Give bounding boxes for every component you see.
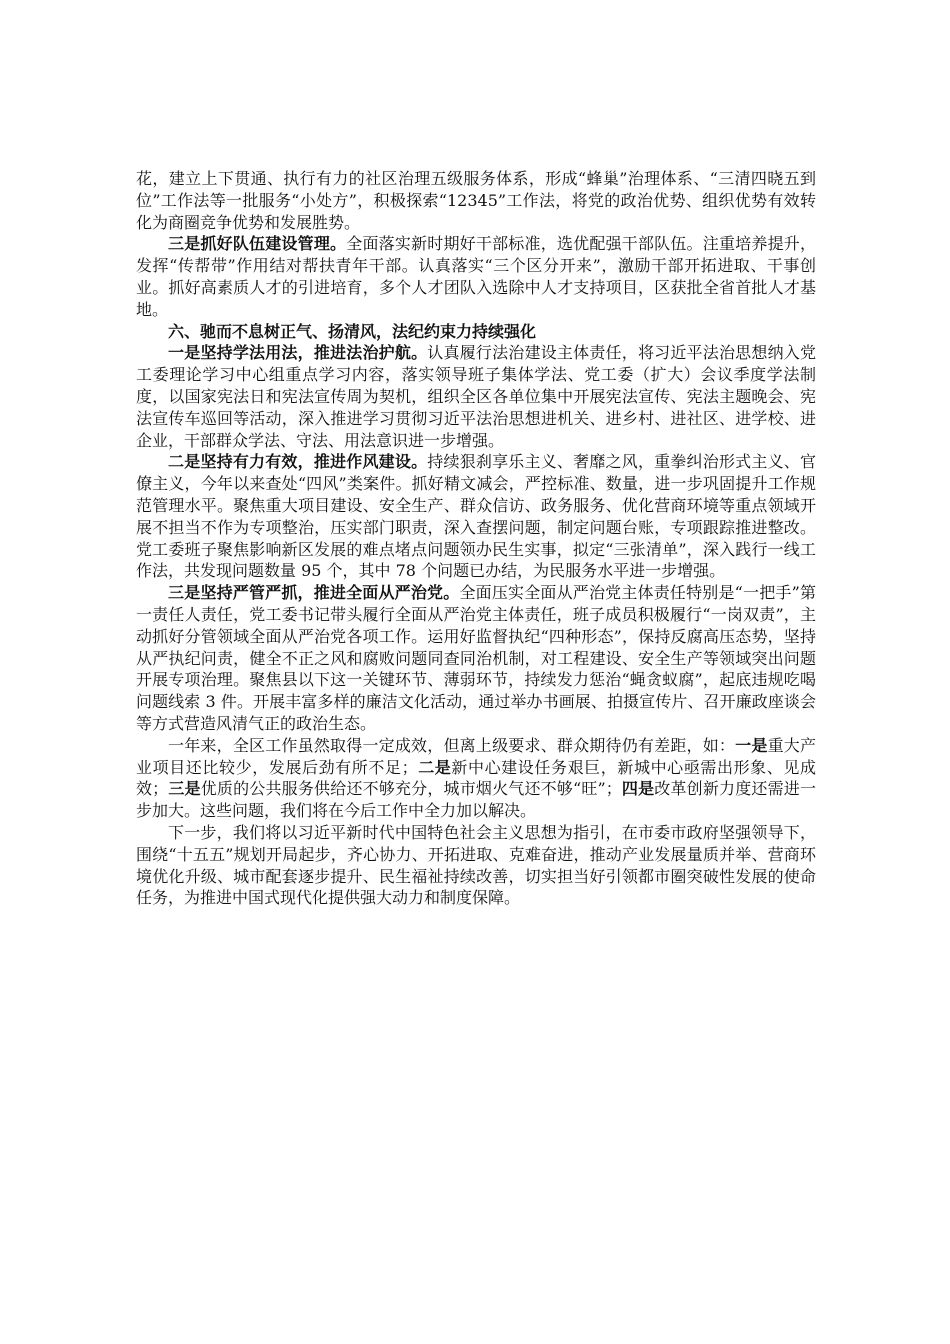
paragraph-shortcomings [136,735,816,822]
lead-rule-of-law: 一是坚持学法用法，推进法治护航。 [168,343,428,363]
body-team-building: 全面落实新时期好干部标准，选优配强干部队伍。注重培养提升，发挥“传帮带”作用结对帮扶青年干部。认真落实“三个区分开来”，激励干部开拓进取、干事创业。抓好高素质人才的引进培育，多个人才团队入选除中人才支持项目，区获批全省首批人才基地。 [136,234,816,319]
shortcomings-item-2: 新中心建设任务艰巨，新城中心亟需出形象、见成效； [136,757,816,799]
lead-team-building: 三是抓好队伍建设管理。 [168,234,347,254]
lead-work-style: 二是坚持有力有效，推进作风建设。 [168,452,428,472]
paragraph-team-building [136,233,816,320]
body-rule-of-law: 认真履行法治建设主体责任，将习近平法治思想纳入党工委理论学习中心组重点学习内容，落实领导班子集体学法、党工委（扩大）会议季度学法制度，以国家宪法日和宪法宣传周为契机，组织全区各单位集中开展宪法宣传、宪法主题晚会、宪法宣传车巡回等活动，深入推进学习贯彻习近平法治思想进机关、进乡村、进社区、进学校、进企业，干部群众学法、守法、用法意识进一步增强。 [136,343,816,450]
body-strict-governance: 全面压实全面从严治党主体责任特别是“一把手”第一责任人责任，党工委书记带头履行全面从严治党主体责任，班子成员积极履行“一岗双责”，主动抓好分管领域全面从严治党各项工作。运用好监督执纪“四种形态”，保持反腐高压态势，坚持从严执纪问责，健全不正之风和腐败问题同查同治机制，对工程建设、安全生产等领域突出问题开展专项治理。聚焦县以下这一关键环节、薄弱环节，持续发力惩治“蝇贪蚁腐”，起底违规吃喝问题线索 3 件。开展丰富多样的廉洁文化活动，通过举办书画展、拍摄宣传片、召开廉政座谈会等方式营造风清气正的政治生态。 [136,583,816,733]
lead-strict-governance: 三是坚持严管严抓，推进全面从严治党。 [168,583,460,603]
shortcomings-marker-2: 二是 [417,757,452,777]
shortcomings-intro: 一年来，全区工作虽然取得一定成效，但离上级要求、群众期待仍有差距，如： [168,735,736,755]
paragraph-community-governance: 花，建立上下贯通、执行有力的社区治理五级服务体系，形成“蜂巢”治理体系、“三清四晓五到位”工作法等一批服务“小处方”，积极探索“12345”工作法，将党的政治优势、组织优势有效转化为商圈竞争优势和发展胜势。 [136,169,816,232]
shortcomings-item-1: 重大产业项目还比较少，发展后劲有所不足； [136,735,816,777]
shortcomings-marker-3: 三是 [168,779,201,799]
shortcomings-marker-4: 四是 [621,779,655,799]
paragraph-next-steps: 下一步，我们将以习近平新时代中国特色社会主义思想为指引，在市委市政府坚强领导下，围绕“十五五”规划开局起步，齐心协力、开拓进取、克难奋进，推动产业发展量质并举、营商环境优化升级、城市配套逐步提升、民生福祉持续改善，切实担当好引领都市圈突破性发展的使命任务，为推进中国式现代化提供强大动力和制度保障。 [136,822,816,908]
shortcomings-item-3: 优质的公共服务供给还不够充分，城市烟火气还不够“旺”； [200,779,622,799]
paragraph-strict-governance [136,582,816,735]
section-heading-six: 六、驰而不息树正气、扬清风，法纪约束力持续强化 [168,321,537,341]
body-work-style: 持续狠刹享乐主义、奢靡之风，重拳纠治形式主义、官僚主义，今年以来查处“四风”类案件。抓好精文减会，严控标准、数量，进一步巩固提升工作规范管理水平。聚焦重大项目建设、安全生产、群众信访、政务服务、优化营商环境等重点领域开展不担当不作为专项整治，压实部门职责，深入查摆问题，制定问题台账，专项跟踪推进整改。党工委班子聚焦影响新区发展的难点堵点问题领办民生实事，拟定“三张清单”，深入践行一线工作法，共发现问题数量 95 个，其中 78 个问题已办结，为民服务水平进一步增强。 [136,452,816,581]
shortcomings-marker-1: 一是 [735,735,768,755]
paragraph-rule-of-law [136,342,816,451]
shortcomings-item-4: 改革创新力度还需进一步加大。这些问题，我们将在今后工作中全力加以解决。 [136,779,816,821]
paragraph-work-style [136,451,816,582]
document-body [136,168,816,909]
